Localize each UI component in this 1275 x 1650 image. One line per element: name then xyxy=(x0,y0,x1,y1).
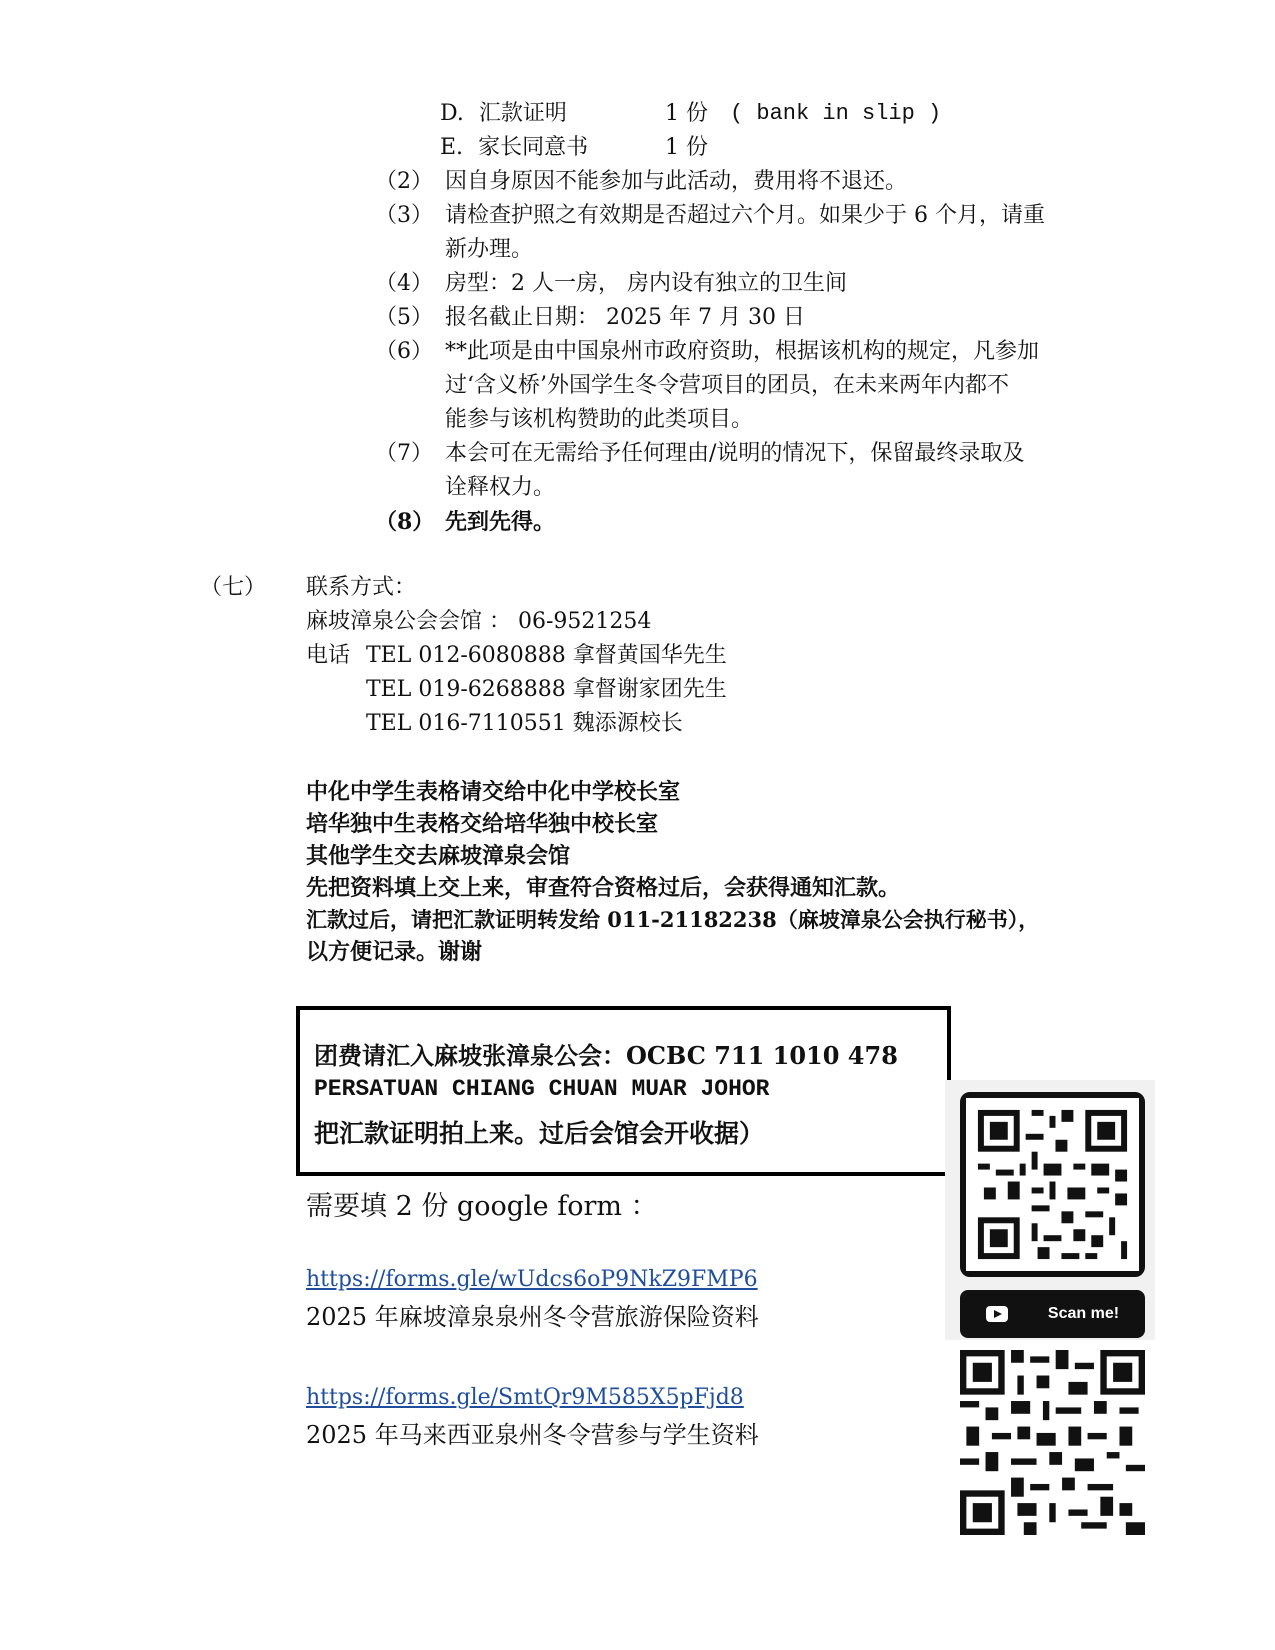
qr-code-icon xyxy=(960,1350,1145,1535)
instruction-line: 汇款过后，请把汇款证明转发给 011-21182238（麻坡漳泉公会执行秘书）， xyxy=(306,907,1040,932)
section-number: （七） xyxy=(200,575,267,600)
scan-me-button[interactable] xyxy=(960,1290,1145,1338)
phone-2: TEL 019-6268888 拿督谢家团先生 xyxy=(366,677,727,702)
attachment-d: D. 汇款证明 1 份 ( bank in slip ) xyxy=(440,101,942,126)
google-form-title-1: 2025 年麻坡漳泉泉州冬令营旅游保险资料 xyxy=(306,1303,759,1331)
qr-code-icon xyxy=(966,1098,1139,1271)
payment-account-name: PERSATUAN CHIANG CHUAN MUAR JOHOR xyxy=(314,1076,770,1102)
phone-1: TEL 012-6080888 拿督黄国华先生 xyxy=(366,643,727,668)
payment-account: 团费请汇入麻坡张漳泉公会：OCBC 711 1010 478 xyxy=(314,1041,898,1070)
instruction-line: 培华独中生表格交给培华独中校长室 xyxy=(306,811,659,837)
instruction-line: 中化中学生表格请交给中化中学校长室 xyxy=(306,779,681,805)
payment-receipt-note: 把汇款证明拍上来。过后会馆会开收据） xyxy=(314,1119,765,1148)
google-form-link-1[interactable]: https://forms.gle/wUdcs6oP9NkZ9FMP6 xyxy=(306,1267,758,1292)
phone-label: 电话 xyxy=(306,643,351,668)
contact-office: 麻坡漳泉公会会馆 ： 06-9521254 xyxy=(306,609,652,634)
qr-code-2[interactable] xyxy=(960,1350,1145,1535)
google-form-heading: 需要填 2 份 google form ： xyxy=(306,1191,658,1222)
google-form-link-2[interactable]: https://forms.gle/SmtQr9M585X5pFjd8 xyxy=(306,1385,744,1410)
qr-card xyxy=(945,1080,1155,1340)
qr-code-1[interactable] xyxy=(960,1092,1145,1277)
instruction-line: 其他学生交去麻坡漳泉会馆 xyxy=(306,843,571,869)
scan-me-label: Scan me! xyxy=(1047,1305,1120,1322)
google-form-title-2: 2025 年马来西亚泉州冬令营参与学生资料 xyxy=(306,1421,759,1449)
instruction-line: 以方便记录。谢谢 xyxy=(306,939,483,965)
instruction-line: 先把资料填上交上来，审查符合资格过后，会获得通知汇款。 xyxy=(306,875,901,901)
play-icon xyxy=(986,1306,1008,1322)
phone-3: TEL 016-7110551 魏添源校长 xyxy=(366,711,683,736)
contact-heading: 联系方式： xyxy=(306,575,417,600)
attachment-e: E. 家长同意书 1 份 xyxy=(440,135,708,160)
payment-box xyxy=(296,1006,951,1176)
